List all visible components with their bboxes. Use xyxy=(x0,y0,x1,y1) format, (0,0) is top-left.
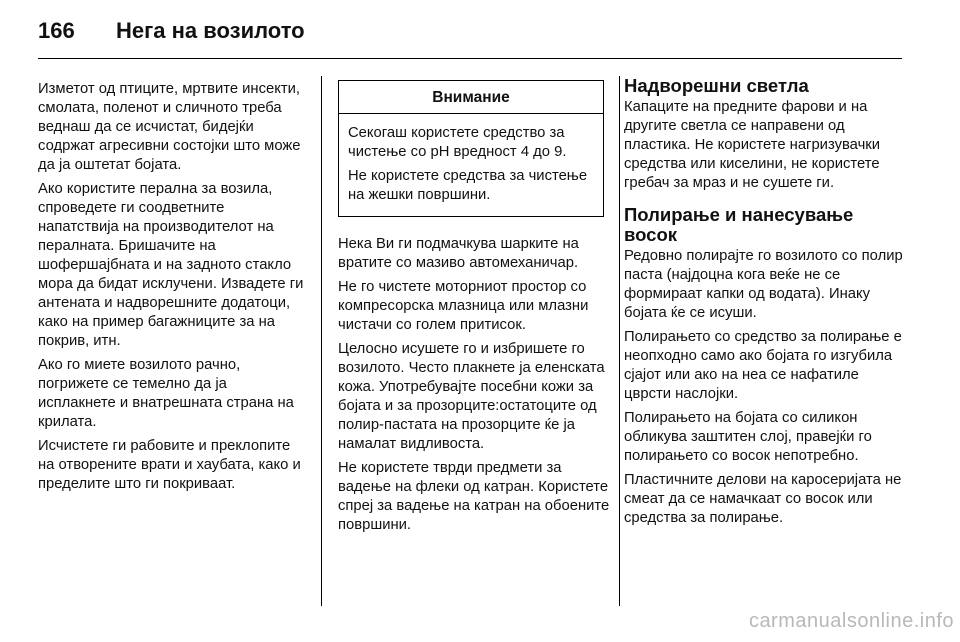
warning-box xyxy=(338,80,604,217)
warning-body xyxy=(339,114,603,216)
page-number: 166 xyxy=(38,18,75,43)
column-divider-1 xyxy=(321,76,322,606)
paragraph: Ако го миете возилото рачно, погрижете се темелно да ја исплакнете и внатрешната страна на крилата. xyxy=(38,357,294,430)
column-3 xyxy=(624,76,906,533)
paragraph: Пластичните делови на каросеријата не смеат да се намачкаат со восок или средства за полирање. xyxy=(624,472,902,526)
warning-paragraph: Не користете средства за чистење на жешки површини. xyxy=(348,168,588,203)
paragraph: Не го чистете моторниот простор со компресорска млазница или млазни чистачи со голем притисок. xyxy=(338,279,589,333)
paragraph: Исчистете ги рабовите и преклопите на отворените врати и хаубата, како и пределите што ги покриваат. xyxy=(38,438,301,492)
paragraph: Редовно полирајте го возилото со полир паста (најдоцна кога веќе не се формираат капки од водата). Инаку бојата ќе се исуши. xyxy=(624,248,903,321)
page-header xyxy=(38,18,305,44)
paragraph: Полирањето со средство за полирање е неопходно само ако бојата го изгубила сјајот или ако на неа се нафатиле цврсти наслојки. xyxy=(624,329,902,402)
paragraph: Изметот од птиците, мртвите инсекти, смолата, поленот и сличното треба веднаш да се исчистат, бидејќи содржат агресивни состојки што може да ја оштетат бојата. xyxy=(38,81,301,173)
paragraph: Полирањето на бојата со силикон обликува заштитен слој, правејќи го полирањето со восок непотребно. xyxy=(624,410,872,464)
warning-paragraph: Секогаш користете средство за чистење со pH вредност 4 до 9. xyxy=(348,125,567,160)
column-2 xyxy=(338,80,610,540)
section-title-exterior-lights: Надворешни светла xyxy=(624,75,809,96)
page-title: Нега на возилото xyxy=(116,18,305,43)
warning-title: Внимание xyxy=(339,81,603,114)
paragraph: Нека Ви ги подмачкува шарките на вратите со мазиво автомеханичар. xyxy=(338,236,579,271)
paragraph: Целосно исушете го и избришете го возилото. Често плакнете ја еленската кожа. Употребувајте посебни кожи за бојата и за прозорците:остатоците од полир-пастата на прозорците ќе ја намалат видливоста. xyxy=(338,341,605,452)
watermark: carmanualsonline.info xyxy=(748,610,954,632)
paragraph: Ако користите перална за возила, спроведете ги соодветните напатствија на производителот на пералната. Бришачите на шофершајбната и на задното стакло мора да бидат исклучени. Извадете ги антената и надворешните додатоци, како на пример багажниците за на покрив, итн. xyxy=(38,181,304,349)
header-rule xyxy=(38,58,902,59)
paragraph: Капаците на предните фарови и на другите светла се направени од пластика. Не користете нагризувачки средства или киселини, не користете гребач за мраз и не сушете ги. xyxy=(624,99,881,191)
section-title-polishing: Полирање и нанесување восок xyxy=(624,204,854,245)
column-divider-2 xyxy=(619,76,620,606)
paragraph: Не користете тврди предмети за вадење на флеки од катран. Користете спреј за вадење на катран на обоените површини. xyxy=(338,460,610,533)
column-1 xyxy=(38,80,306,499)
